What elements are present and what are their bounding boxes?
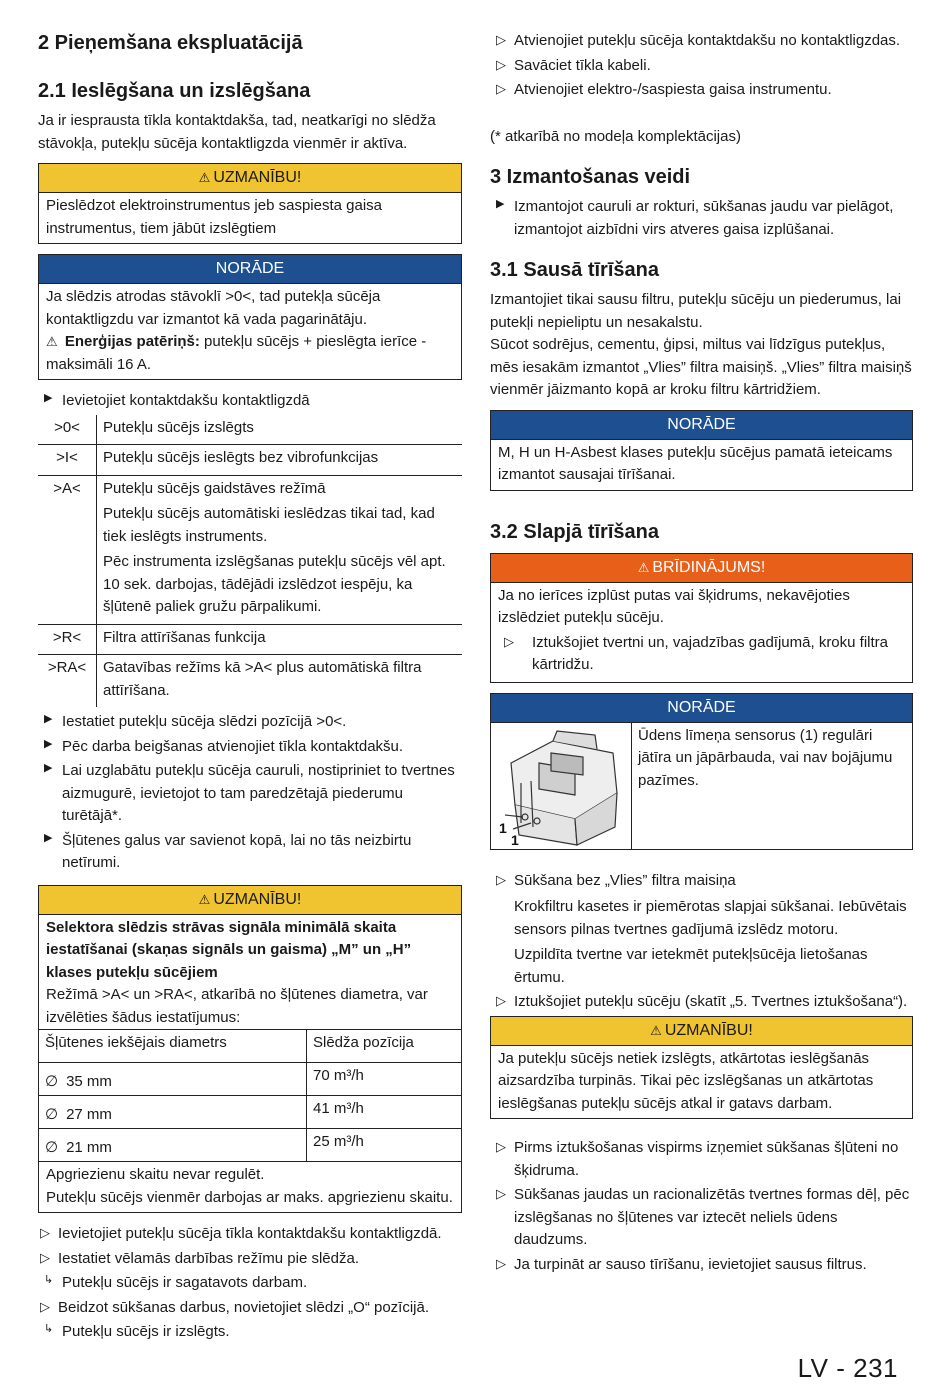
list-item-text: Lai uzglabātu putekļu sūcēja cauruli, nostipriniet to tvertnes aizmugurē, ievietojot to tam paredzētajā piederumu turētājā*. xyxy=(62,762,455,824)
bullet-outline-triangle-icon: ▷ xyxy=(504,633,514,649)
mode-key: >RA< xyxy=(38,655,97,708)
mode-line: Filtra attīrīšanas funkcija xyxy=(103,628,266,646)
list-item xyxy=(38,830,462,875)
note-title: NORĀDE xyxy=(491,694,912,722)
warning-title: BRĪDINĀJUMS! xyxy=(652,558,766,576)
list-item-text: Sūkšanas jaudas un racionalizētās tvertnes formas dēļ, pēc izslēgšanas no šļūtenes var iztecēt neliels ūdens daudzums. xyxy=(514,1186,910,1248)
bullet-outline-triangle-icon: ▷ xyxy=(496,56,506,72)
mode-description xyxy=(97,655,463,708)
uses-list xyxy=(490,196,913,241)
diameter-table xyxy=(39,1029,461,1161)
diameter-cell xyxy=(39,1129,307,1162)
list-item-text: Beidzot sūkšanas darbus, novietojiet slēdzi „O“ pozīcijā. xyxy=(58,1298,430,1316)
subsection-heading: 3.2 Slapjā tīrīšana xyxy=(490,520,659,543)
note-title: NORĀDE xyxy=(491,411,912,439)
list-item xyxy=(490,55,913,78)
warning-triangle-icon: ⚠ xyxy=(46,334,58,349)
list-item-text: Iztukšojiet tvertni un, vajadzības gadījumā, kroku filtra kārtridžu. xyxy=(532,633,889,673)
note-text: Ja slēdzis atrodas stāvoklī >0<, tad putekļa sūcēja kontaktligzdu var izmantot kā vada pagarinātāju. xyxy=(46,288,381,328)
list-item xyxy=(38,1248,462,1271)
result-item xyxy=(38,1321,462,1344)
dry-paragraph: Sūcot sodrējus, cementu, ģipsi, miltus vai līdzīgus putekļus, mēs iesakām izmantot „Vlies” filtra maisiņš. „Vlies” filtra maisiņš vienmēr jāizmanto kopā ar kroku filtru kārtridžiem. xyxy=(490,336,912,398)
note-box xyxy=(490,410,913,491)
energy-note xyxy=(46,331,454,376)
table-row xyxy=(38,475,462,624)
mode-line: Putekļu sūcējs ieslēgts bez vibrofunkcijas xyxy=(103,449,379,466)
mode-key: >I< xyxy=(38,445,97,476)
callout-label: 1 xyxy=(499,819,507,836)
mode-line: Putekļu sūcējs automātiski ieslēdzas tikai tad, kad tiek ieslēgts instruments. xyxy=(103,505,435,545)
caution-footer-text: Apgriezienu skaitu nevar regulēt. xyxy=(46,1166,265,1183)
note-text: Ūdens līmeņa sensorus (1) regulāri jātīra un jāpārbauda, vai nav bojājumu pazīmes. xyxy=(638,726,893,789)
disconnect-list xyxy=(490,30,913,102)
table-row xyxy=(39,1096,461,1129)
list-item-text: Ja turpināt ar sauso tīrīšanu, ievietojiet sausus filtrus. xyxy=(514,1255,867,1273)
mode-table xyxy=(38,415,462,708)
bullet-outline-triangle-icon: ▷ xyxy=(40,1298,50,1314)
diameter-value: 35 mm xyxy=(66,1072,112,1090)
caution-footer xyxy=(39,1161,461,1212)
left-column xyxy=(38,26,462,1346)
table-header-cell: Slēdža pozīcija xyxy=(307,1030,462,1063)
page-number: LV - 231 xyxy=(797,1353,898,1383)
bullet-outline-triangle-icon: ▷ xyxy=(496,1186,506,1201)
result-arrow-icon: ↳ xyxy=(44,1274,54,1286)
bullet-outline-triangle-icon: ▷ xyxy=(40,1225,50,1240)
bullet-triangle-icon: ▶ xyxy=(44,713,53,725)
caution-footer-text: Putekļu sūcējs vienmēr darbojas ar maks. apgriezienu skaitu. xyxy=(46,1188,453,1206)
final-list xyxy=(38,1223,462,1344)
steps-list xyxy=(38,711,462,875)
list-item-text: Ievietojiet kontaktdakšu kontaktligzdā xyxy=(62,392,310,409)
list-item xyxy=(38,390,462,413)
final-steps xyxy=(38,1223,462,1344)
plug-list xyxy=(38,390,462,413)
caution-header xyxy=(39,164,461,192)
diameter-cell xyxy=(39,1063,307,1096)
energy-text: putekļu sūcējs + pieslēgta ierīce - maksimāli 16 A. xyxy=(46,333,427,373)
table-row xyxy=(38,415,462,445)
caution-box xyxy=(490,1016,913,1120)
caution-body xyxy=(39,914,461,1030)
note-box-sensor xyxy=(490,693,913,850)
mode-description xyxy=(97,624,463,655)
list-item xyxy=(490,30,913,53)
mode-line: Putekļu sūcējs izslēgts xyxy=(103,418,254,436)
diameter-cell xyxy=(39,1096,307,1129)
table-header-cell: Šļūtenes iekšējais diametrs xyxy=(39,1030,307,1063)
list-item-text: Atvienojiet elektro-/saspiesta gaisa instrumentu. xyxy=(514,81,832,98)
list-item-text: Iztukšojiet putekļu sūcēju (skatīt „5. Tvertnes iztukšošana“). xyxy=(514,993,908,1010)
list-item-text: Atvienojiet putekļu sūcēja kontaktdakšu no kontaktligzdas. xyxy=(514,32,901,49)
bullet-triangle-icon: ▶ xyxy=(44,762,53,774)
caution-title: UZMANĪBU! xyxy=(664,1021,753,1039)
list-item-text: Izmantojot cauruli ar rokturi, sūkšanas jaudu var pielāgot, izmantojot aizbīdni virs atveres gaisa izplūšanai. xyxy=(514,198,894,238)
warning-triangle-icon: ⚠ xyxy=(198,891,211,907)
table-row xyxy=(38,655,462,708)
note-box xyxy=(38,254,462,380)
list-item-text: Savāciet tīkla kabeli. xyxy=(514,56,651,74)
list-item xyxy=(38,760,462,828)
switch-position-value: 70 m³/h xyxy=(307,1063,462,1096)
caution-text: Pieslēdzot elektroinstrumentus jeb saspiesta gaisa instrumentus, tiem jābūt izslēgtiem xyxy=(39,192,461,243)
bullet-triangle-icon: ▶ xyxy=(44,831,53,844)
mode-line: Gatavības režīms kā >A< plus automātiskā filtra attīrīšana. xyxy=(103,659,422,699)
note-body xyxy=(39,283,461,379)
caution-text: Ja putekļu sūcējs netiek izslēgts, atkārtotas ieslēgšanās aizsardzība turpinās. Tikai pēc izslēgšanas un atkārtotas ieslēgšanas putekļu sūcējs atkal ir gatavs darbam. xyxy=(491,1045,912,1119)
bullet-outline-triangle-icon: ▷ xyxy=(496,1139,506,1154)
warning-body xyxy=(491,582,912,682)
list-item-text: Šļūtenes galus var savienot kopā, lai no tās neizbirtu netīrumi. xyxy=(62,831,412,871)
wet-list xyxy=(490,870,913,1014)
subsection-heading: 2.1 Ieslēgšana un izslēgšana xyxy=(38,80,311,102)
list-item-text: Ievietojiet putekļu sūcēja tīkla kontaktdakšu kontaktligzdā. xyxy=(58,1225,442,1242)
diameter-value: 21 mm xyxy=(66,1138,112,1156)
end-list xyxy=(490,1137,913,1276)
caution-box-selector xyxy=(38,885,462,1214)
mode-line: Putekļu sūcējs gaidstāves režīmā xyxy=(103,479,326,497)
diameter-icon: ∅ xyxy=(45,1105,59,1123)
vacuum-container-image xyxy=(491,723,631,849)
bullet-triangle-icon: ▶ xyxy=(496,198,505,210)
warning-list xyxy=(498,632,905,677)
diameter-icon: ∅ xyxy=(45,1072,59,1090)
warning-triangle-icon: ⚠ xyxy=(650,1022,662,1038)
mode-key: >0< xyxy=(38,415,97,445)
table-row xyxy=(39,1063,461,1096)
bullet-outline-triangle-icon: ▷ xyxy=(496,993,506,1008)
list-item xyxy=(490,1254,913,1277)
list-item xyxy=(490,79,913,102)
model-note: (* atkarībā no modeļa komplektācijas) xyxy=(490,127,741,145)
list-item-text: Pirms iztukšošanas vispirms izņemiet sūkšanas šļūteni no šķidruma. xyxy=(514,1139,899,1179)
warning-triangle-icon: ⚠ xyxy=(198,170,211,185)
diameter-icon: ∅ xyxy=(45,1138,59,1156)
bullet-triangle-icon: ▶ xyxy=(44,392,53,404)
warning-header xyxy=(491,554,912,582)
list-item-text: Iestatiet vēlamās darbības režīmu pie slēdža. xyxy=(58,1249,359,1267)
dry-paragraph: Izmantojiet tikai sausu filtru, putekļu sūcēju un piederumus, lai putekļi nepieliptu un nesakalstu. xyxy=(490,291,902,331)
section-heading: 2 Pieņemšana ekspluatācijā xyxy=(38,32,303,54)
switch-position-value: 41 m³/h xyxy=(307,1096,462,1129)
warning-box xyxy=(490,553,913,683)
switch-position-value: 25 m³/h xyxy=(307,1129,462,1162)
list-item xyxy=(490,991,913,1014)
note-title: NORĀDE xyxy=(39,255,461,283)
table-header-row xyxy=(39,1030,461,1063)
table-row xyxy=(38,624,462,655)
caution-header xyxy=(39,886,461,914)
list-item xyxy=(38,711,462,734)
warning-triangle-icon: ⚠ xyxy=(637,559,650,575)
mode-description xyxy=(97,475,463,624)
caution-header xyxy=(491,1017,912,1045)
list-item-text: Pēc darba beigšanas atvienojiet tīkla kontaktdakšu. xyxy=(62,737,404,755)
diameter-value: 27 mm xyxy=(66,1105,112,1123)
list-item xyxy=(490,1137,913,1182)
mode-line: Pēc instrumenta izslēgšanas putekļu sūcējs vēl apt. 10 sek. darbojas, tādējādi izslēdzot iespēju, ka šļūtenē paliek gružu pārpalikumi. xyxy=(103,553,446,615)
list-item xyxy=(490,870,913,990)
wet-paragraph: Uzpildīta tvertne var ietekmēt putekļsūcēja lietošanas ērtumu. xyxy=(514,946,868,986)
intro-paragraph: Ja ir iesprausta tīkla kontaktdakša, tad, neatkarīgi no slēdža stāvokļa, putekļu sūcēja kontaktligzda vienmēr ir aktīva. xyxy=(38,112,436,152)
list-item xyxy=(490,196,913,241)
mode-key: >A< xyxy=(38,475,97,624)
caution-title: UZMANĪBU! xyxy=(213,890,302,908)
vacuum-illustration xyxy=(491,723,632,849)
subsection-heading: 3.1 Sausā tīrīšana xyxy=(490,259,659,281)
list-item xyxy=(38,1297,462,1320)
list-item xyxy=(38,1223,462,1246)
table-row xyxy=(39,1129,461,1162)
note-content-row xyxy=(491,722,912,849)
caution-title: UZMANĪBU! xyxy=(213,169,302,186)
caution-text: Režīmā >A< un >RA<, atkarībā no šļūtenes diametra, var izvēlēties šādus iestatījumus: xyxy=(46,986,428,1026)
result-arrow-icon: ↳ xyxy=(44,1323,54,1335)
mode-description xyxy=(97,445,463,476)
caution-box xyxy=(38,163,462,244)
energy-label: Enerģijas patēriņš: xyxy=(64,333,200,350)
caution-bold-text: Selektora slēdzis strāvas signāla minimālā skaita iestatīšanai (skaņas signāls un gaisma) „M” un „H” klases putekļu sūcējiem xyxy=(46,918,412,981)
bullet-triangle-icon: ▶ xyxy=(44,737,53,750)
result-text: Putekļu sūcējs ir sagatavots darbam. xyxy=(62,1274,308,1291)
list-item xyxy=(38,736,462,759)
callout-label: 1 xyxy=(511,831,519,848)
bullet-outline-triangle-icon: ▷ xyxy=(496,1255,506,1271)
result-text: Putekļu sūcējs ir izslēgts. xyxy=(62,1323,230,1340)
wet-paragraph: Krokfiltru kasetes ir piemērotas slapjai sūkšanai. Iebūvētais sensors pilnas tvertnes gadījumā izslēdz motoru. xyxy=(514,898,907,938)
bullet-outline-triangle-icon: ▷ xyxy=(496,871,506,887)
section-heading: 3 Izmantošanas veidi xyxy=(490,166,691,188)
bullet-outline-triangle-icon: ▷ xyxy=(496,32,506,47)
list-item-text: Sūkšana bez „Vlies” filtra maisiņa xyxy=(514,871,736,889)
mode-description xyxy=(97,415,463,445)
mode-key: >R< xyxy=(38,624,97,655)
right-column xyxy=(490,28,913,1278)
table-row xyxy=(38,445,462,476)
list-item xyxy=(490,1184,913,1252)
bullet-outline-triangle-icon: ▷ xyxy=(496,81,506,96)
bullet-outline-triangle-icon: ▷ xyxy=(40,1249,50,1265)
warning-text: Ja no ierīces izplūst putas vai šķidrums, nekavējoties izslēdziet putekļu sūcēju. xyxy=(498,586,850,626)
list-item-text: Iestatiet putekļu sūcēja slēdzi pozīcijā >0<. xyxy=(62,713,347,730)
note-text: M, H un H-Asbest klases putekļu sūcējus pamatā ieteicams izmantot sausajai tīrīšanai. xyxy=(491,439,912,490)
list-item xyxy=(498,632,905,677)
result-item xyxy=(38,1272,462,1295)
